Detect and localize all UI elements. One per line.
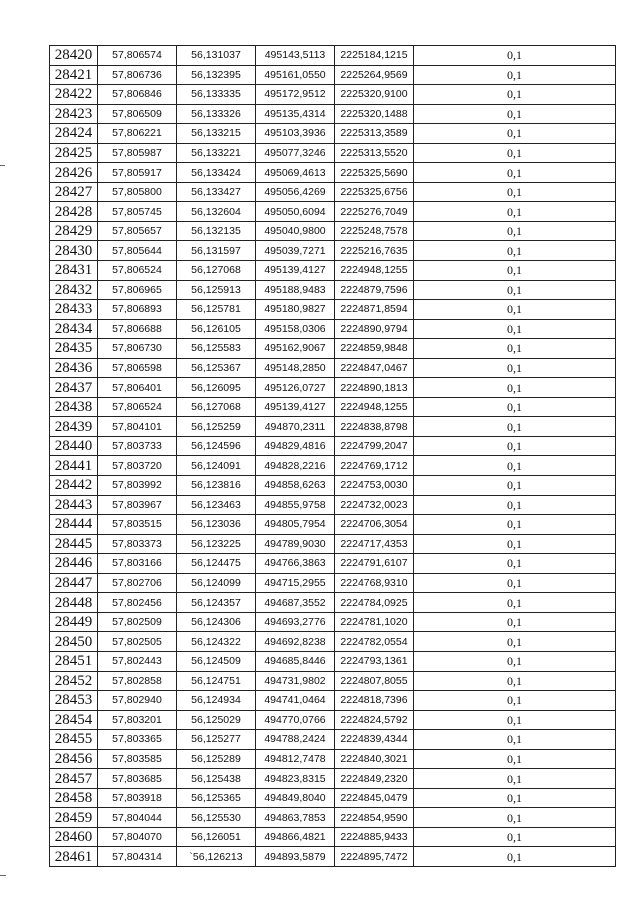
table-row [50, 534, 616, 554]
table-row [50, 847, 616, 867]
table-row [50, 182, 616, 202]
longitude-cell: 56,123463 [177, 495, 256, 515]
latitude-cell: 57,806730 [98, 339, 177, 359]
longitude-cell: 56,127068 [177, 397, 256, 417]
point-number-cell: 28461 [50, 847, 98, 867]
latitude-cell: 57,805745 [98, 202, 177, 222]
latitude-cell: 57,806688 [98, 319, 177, 339]
y-coordinate-cell: 2224807,8055 [335, 671, 414, 691]
x-coordinate-cell: 495135,4314 [256, 104, 335, 124]
latitude-cell: 57,805987 [98, 143, 177, 163]
latitude-cell: 57,802456 [98, 593, 177, 613]
latitude-cell: 57,802706 [98, 573, 177, 593]
accuracy-cell: 0,1 [414, 769, 616, 789]
y-coordinate-cell: 2224849,2320 [335, 769, 414, 789]
longitude-cell: 56,124475 [177, 554, 256, 574]
x-coordinate-cell: 495039,7271 [256, 241, 335, 261]
y-coordinate-cell: 2224799,2047 [335, 436, 414, 456]
accuracy-cell: 0,1 [414, 495, 616, 515]
point-number-cell: 28441 [50, 456, 98, 476]
accuracy-cell: 0,1 [414, 436, 616, 456]
table-row [50, 46, 616, 66]
point-number-cell: 28436 [50, 358, 98, 378]
point-number-cell: 28459 [50, 808, 98, 828]
accuracy-cell: 0,1 [414, 612, 616, 632]
x-coordinate-cell: 495139,4127 [256, 397, 335, 417]
longitude-cell: 56,125029 [177, 710, 256, 730]
y-coordinate-cell: 2224948,1255 [335, 261, 414, 281]
y-coordinate-cell: 2225264,9569 [335, 65, 414, 85]
longitude-cell: 56,125277 [177, 730, 256, 750]
point-number-cell: 28445 [50, 534, 98, 554]
table-row [50, 280, 616, 300]
table-row [50, 710, 616, 730]
table-row [50, 593, 616, 613]
accuracy-cell: 0,1 [414, 808, 616, 828]
table-row [50, 769, 616, 789]
x-coordinate-cell: 495162,9067 [256, 339, 335, 359]
longitude-cell: 56,125367 [177, 358, 256, 378]
y-coordinate-cell: 2225184,1215 [335, 46, 414, 66]
point-number-cell: 28433 [50, 300, 98, 320]
y-coordinate-cell: 2224890,9794 [335, 319, 414, 339]
x-coordinate-cell: 495050,6094 [256, 202, 335, 222]
longitude-cell: 56,133215 [177, 124, 256, 144]
x-coordinate-cell: 495139,4127 [256, 261, 335, 281]
accuracy-cell: 0,1 [414, 573, 616, 593]
y-coordinate-cell: 2224885,9433 [335, 827, 414, 847]
point-number-cell: 28431 [50, 261, 98, 281]
longitude-cell: 56,124934 [177, 691, 256, 711]
x-coordinate-cell: 494788,2424 [256, 730, 335, 750]
table-row [50, 456, 616, 476]
latitude-cell: 57,806893 [98, 300, 177, 320]
longitude-cell: 56,124091 [177, 456, 256, 476]
x-coordinate-cell: 494715,2955 [256, 573, 335, 593]
accuracy-cell: 0,1 [414, 397, 616, 417]
latitude-cell: 57,803515 [98, 515, 177, 535]
point-number-cell: 28451 [50, 651, 98, 671]
x-coordinate-cell: 495126,0727 [256, 378, 335, 398]
point-number-cell: 28443 [50, 495, 98, 515]
table-row [50, 632, 616, 652]
latitude-cell: 57,805917 [98, 163, 177, 183]
y-coordinate-cell: 2224717,4353 [335, 534, 414, 554]
y-coordinate-cell: 2225320,1488 [335, 104, 414, 124]
point-number-cell: 28446 [50, 554, 98, 574]
y-coordinate-cell: 2225325,5690 [335, 163, 414, 183]
point-number-cell: 28424 [50, 124, 98, 144]
longitude-cell: 56,123036 [177, 515, 256, 535]
y-coordinate-cell: 2224879,7596 [335, 280, 414, 300]
latitude-cell: 57,802940 [98, 691, 177, 711]
y-coordinate-cell: 2224839,4344 [335, 730, 414, 750]
y-coordinate-cell: 2225216,7635 [335, 241, 414, 261]
coordinates-table [49, 45, 616, 867]
longitude-cell: 56,125259 [177, 417, 256, 437]
latitude-cell: 57,803733 [98, 436, 177, 456]
x-coordinate-cell: 494828,2216 [256, 456, 335, 476]
x-coordinate-cell: 494692,8238 [256, 632, 335, 652]
longitude-cell: 56,125365 [177, 788, 256, 808]
latitude-cell: 57,806401 [98, 378, 177, 398]
accuracy-cell: 0,1 [414, 85, 616, 105]
latitude-cell: 57,806846 [98, 85, 177, 105]
accuracy-cell: 0,1 [414, 730, 616, 750]
point-number-cell: 28423 [50, 104, 98, 124]
x-coordinate-cell: 495040,9800 [256, 221, 335, 241]
accuracy-cell: 0,1 [414, 261, 616, 281]
y-coordinate-cell: 2224847,0467 [335, 358, 414, 378]
longitude-cell: 56,125913 [177, 280, 256, 300]
point-number-cell: 28435 [50, 339, 98, 359]
x-coordinate-cell: 495069,4613 [256, 163, 335, 183]
y-coordinate-cell: 2225320,9100 [335, 85, 414, 105]
table-row [50, 358, 616, 378]
longitude-cell: 56,132395 [177, 65, 256, 85]
accuracy-cell: 0,1 [414, 46, 616, 66]
longitude-cell: 56,125781 [177, 300, 256, 320]
point-number-cell: 28438 [50, 397, 98, 417]
x-coordinate-cell: 494866,4821 [256, 827, 335, 847]
longitude-cell: 56,124357 [177, 593, 256, 613]
table-row [50, 65, 616, 85]
latitude-cell: 57,803201 [98, 710, 177, 730]
x-coordinate-cell: 494870,2311 [256, 417, 335, 437]
table-row [50, 436, 616, 456]
x-coordinate-cell: 494766,3863 [256, 554, 335, 574]
longitude-cell: `56,126213 [177, 847, 256, 867]
point-number-cell: 28455 [50, 730, 98, 750]
x-coordinate-cell: 494858,6263 [256, 476, 335, 496]
point-number-cell: 28427 [50, 182, 98, 202]
latitude-cell: 57,806221 [98, 124, 177, 144]
accuracy-cell: 0,1 [414, 300, 616, 320]
table-row [50, 827, 616, 847]
point-number-cell: 28425 [50, 143, 98, 163]
point-number-cell: 28428 [50, 202, 98, 222]
x-coordinate-cell: 494687,3552 [256, 593, 335, 613]
x-coordinate-cell: 495077,3246 [256, 143, 335, 163]
table-row [50, 397, 616, 417]
y-coordinate-cell: 2225313,5520 [335, 143, 414, 163]
latitude-cell: 57,803992 [98, 476, 177, 496]
y-coordinate-cell: 2225313,3589 [335, 124, 414, 144]
point-number-cell: 28426 [50, 163, 98, 183]
x-coordinate-cell: 495103,3936 [256, 124, 335, 144]
table-row [50, 378, 616, 398]
point-number-cell: 28454 [50, 710, 98, 730]
point-number-cell: 28442 [50, 476, 98, 496]
x-coordinate-cell: 494731,9802 [256, 671, 335, 691]
latitude-cell: 57,802858 [98, 671, 177, 691]
table-row [50, 651, 616, 671]
latitude-cell: 57,803373 [98, 534, 177, 554]
point-number-cell: 28449 [50, 612, 98, 632]
y-coordinate-cell: 2224854,9590 [335, 808, 414, 828]
point-number-cell: 28439 [50, 417, 98, 437]
y-coordinate-cell: 2224769,1712 [335, 456, 414, 476]
y-coordinate-cell: 2224782,0554 [335, 632, 414, 652]
longitude-cell: 56,124306 [177, 612, 256, 632]
point-number-cell: 28440 [50, 436, 98, 456]
table-row [50, 515, 616, 535]
longitude-cell: 56,133221 [177, 143, 256, 163]
longitude-cell: 56,124099 [177, 573, 256, 593]
table-row [50, 749, 616, 769]
accuracy-cell: 0,1 [414, 280, 616, 300]
accuracy-cell: 0,1 [414, 534, 616, 554]
accuracy-cell: 0,1 [414, 241, 616, 261]
table-row [50, 417, 616, 437]
point-number-cell: 28434 [50, 319, 98, 339]
accuracy-cell: 0,1 [414, 788, 616, 808]
longitude-cell: 56,125438 [177, 769, 256, 789]
latitude-cell: 57,805800 [98, 182, 177, 202]
latitude-cell: 57,804314 [98, 847, 177, 867]
x-coordinate-cell: 494741,0464 [256, 691, 335, 711]
accuracy-cell: 0,1 [414, 65, 616, 85]
scan-edge-mark [0, 875, 6, 876]
latitude-cell: 57,805644 [98, 241, 177, 261]
y-coordinate-cell: 2225276,7049 [335, 202, 414, 222]
latitude-cell: 57,803918 [98, 788, 177, 808]
table-row [50, 104, 616, 124]
x-coordinate-cell: 495148,2850 [256, 358, 335, 378]
accuracy-cell: 0,1 [414, 691, 616, 711]
y-coordinate-cell: 2224845,0479 [335, 788, 414, 808]
point-number-cell: 28450 [50, 632, 98, 652]
x-coordinate-cell: 495143,5113 [256, 46, 335, 66]
x-coordinate-cell: 494823,8315 [256, 769, 335, 789]
y-coordinate-cell: 2224793,1361 [335, 651, 414, 671]
latitude-cell: 57,802509 [98, 612, 177, 632]
y-coordinate-cell: 2224753,0030 [335, 476, 414, 496]
x-coordinate-cell: 494855,9758 [256, 495, 335, 515]
accuracy-cell: 0,1 [414, 632, 616, 652]
longitude-cell: 56,126105 [177, 319, 256, 339]
longitude-cell: 56,124322 [177, 632, 256, 652]
longitude-cell: 56,133424 [177, 163, 256, 183]
longitude-cell: 56,132604 [177, 202, 256, 222]
table-row [50, 788, 616, 808]
latitude-cell: 57,805657 [98, 221, 177, 241]
y-coordinate-cell: 2224784,0925 [335, 593, 414, 613]
table-row [50, 573, 616, 593]
longitude-cell: 56,123816 [177, 476, 256, 496]
accuracy-cell: 0,1 [414, 651, 616, 671]
x-coordinate-cell: 494693,2776 [256, 612, 335, 632]
accuracy-cell: 0,1 [414, 456, 616, 476]
x-coordinate-cell: 495172,9512 [256, 85, 335, 105]
accuracy-cell: 0,1 [414, 554, 616, 574]
x-coordinate-cell: 495188,9483 [256, 280, 335, 300]
point-number-cell: 28456 [50, 749, 98, 769]
coordinates-table-body [50, 46, 616, 867]
point-number-cell: 28420 [50, 46, 98, 66]
x-coordinate-cell: 494685,8446 [256, 651, 335, 671]
y-coordinate-cell: 2224768,9310 [335, 573, 414, 593]
accuracy-cell: 0,1 [414, 378, 616, 398]
latitude-cell: 57,803585 [98, 749, 177, 769]
longitude-cell: 56,126051 [177, 827, 256, 847]
y-coordinate-cell: 2224732,0023 [335, 495, 414, 515]
latitude-cell: 57,806598 [98, 358, 177, 378]
latitude-cell: 57,806509 [98, 104, 177, 124]
table-row [50, 808, 616, 828]
latitude-cell: 57,803967 [98, 495, 177, 515]
latitude-cell: 57,806524 [98, 397, 177, 417]
y-coordinate-cell: 2224781,1020 [335, 612, 414, 632]
x-coordinate-cell: 495161,0550 [256, 65, 335, 85]
point-number-cell: 28460 [50, 827, 98, 847]
y-coordinate-cell: 2224791,6107 [335, 554, 414, 574]
point-number-cell: 28430 [50, 241, 98, 261]
latitude-cell: 57,804101 [98, 417, 177, 437]
accuracy-cell: 0,1 [414, 319, 616, 339]
longitude-cell: 56,124596 [177, 436, 256, 456]
x-coordinate-cell: 494770,0766 [256, 710, 335, 730]
table-row [50, 300, 616, 320]
accuracy-cell: 0,1 [414, 104, 616, 124]
latitude-cell: 57,802505 [98, 632, 177, 652]
longitude-cell: 56,125583 [177, 339, 256, 359]
y-coordinate-cell: 2224948,1255 [335, 397, 414, 417]
point-number-cell: 28444 [50, 515, 98, 535]
accuracy-cell: 0,1 [414, 476, 616, 496]
longitude-cell: 56,133335 [177, 85, 256, 105]
table-row [50, 476, 616, 496]
scan-edge-mark [0, 165, 5, 166]
accuracy-cell: 0,1 [414, 417, 616, 437]
latitude-cell: 57,802443 [98, 651, 177, 671]
accuracy-cell: 0,1 [414, 202, 616, 222]
table-row [50, 339, 616, 359]
accuracy-cell: 0,1 [414, 710, 616, 730]
point-number-cell: 28429 [50, 221, 98, 241]
table-row [50, 241, 616, 261]
latitude-cell: 57,804044 [98, 808, 177, 828]
table-row [50, 495, 616, 515]
point-number-cell: 28447 [50, 573, 98, 593]
y-coordinate-cell: 2224871,8594 [335, 300, 414, 320]
latitude-cell: 57,806524 [98, 261, 177, 281]
longitude-cell: 56,131597 [177, 241, 256, 261]
latitude-cell: 57,803166 [98, 554, 177, 574]
accuracy-cell: 0,1 [414, 827, 616, 847]
x-coordinate-cell: 495180,9827 [256, 300, 335, 320]
latitude-cell: 57,803365 [98, 730, 177, 750]
longitude-cell: 56,123225 [177, 534, 256, 554]
table-row [50, 143, 616, 163]
x-coordinate-cell: 494805,7954 [256, 515, 335, 535]
y-coordinate-cell: 2224890,1813 [335, 378, 414, 398]
y-coordinate-cell: 2224895,7472 [335, 847, 414, 867]
longitude-cell: 56,131037 [177, 46, 256, 66]
y-coordinate-cell: 2225248,7578 [335, 221, 414, 241]
table-row [50, 730, 616, 750]
x-coordinate-cell: 494893,5879 [256, 847, 335, 867]
latitude-cell: 57,806574 [98, 46, 177, 66]
table-row [50, 85, 616, 105]
x-coordinate-cell: 494789,9030 [256, 534, 335, 554]
longitude-cell: 56,124509 [177, 651, 256, 671]
accuracy-cell: 0,1 [414, 143, 616, 163]
point-number-cell: 28452 [50, 671, 98, 691]
table-row [50, 124, 616, 144]
latitude-cell: 57,806736 [98, 65, 177, 85]
x-coordinate-cell: 494829,4816 [256, 436, 335, 456]
accuracy-cell: 0,1 [414, 221, 616, 241]
point-number-cell: 28422 [50, 85, 98, 105]
y-coordinate-cell: 2224838,8798 [335, 417, 414, 437]
longitude-cell: 56,133326 [177, 104, 256, 124]
x-coordinate-cell: 495158,0306 [256, 319, 335, 339]
latitude-cell: 57,803685 [98, 769, 177, 789]
point-number-cell: 28457 [50, 769, 98, 789]
longitude-cell: 56,125530 [177, 808, 256, 828]
y-coordinate-cell: 2225325,6756 [335, 182, 414, 202]
table-row [50, 163, 616, 183]
accuracy-cell: 0,1 [414, 124, 616, 144]
table-row [50, 691, 616, 711]
x-coordinate-cell: 495056,4269 [256, 182, 335, 202]
table-row [50, 612, 616, 632]
latitude-cell: 57,803720 [98, 456, 177, 476]
accuracy-cell: 0,1 [414, 182, 616, 202]
table-row [50, 554, 616, 574]
longitude-cell: 56,125289 [177, 749, 256, 769]
y-coordinate-cell: 2224840,3021 [335, 749, 414, 769]
table-row [50, 221, 616, 241]
accuracy-cell: 0,1 [414, 749, 616, 769]
accuracy-cell: 0,1 [414, 358, 616, 378]
accuracy-cell: 0,1 [414, 593, 616, 613]
accuracy-cell: 0,1 [414, 847, 616, 867]
point-number-cell: 28421 [50, 65, 98, 85]
accuracy-cell: 0,1 [414, 671, 616, 691]
point-number-cell: 28432 [50, 280, 98, 300]
x-coordinate-cell: 494849,8040 [256, 788, 335, 808]
table-row [50, 202, 616, 222]
accuracy-cell: 0,1 [414, 163, 616, 183]
y-coordinate-cell: 2224859,9848 [335, 339, 414, 359]
longitude-cell: 56,133427 [177, 182, 256, 202]
x-coordinate-cell: 494812,7478 [256, 749, 335, 769]
point-number-cell: 28453 [50, 691, 98, 711]
y-coordinate-cell: 2224706,3054 [335, 515, 414, 535]
point-number-cell: 28448 [50, 593, 98, 613]
accuracy-cell: 0,1 [414, 515, 616, 535]
y-coordinate-cell: 2224818,7396 [335, 691, 414, 711]
point-number-cell: 28437 [50, 378, 98, 398]
longitude-cell: 56,127068 [177, 261, 256, 281]
latitude-cell: 57,806965 [98, 280, 177, 300]
x-coordinate-cell: 494863,7853 [256, 808, 335, 828]
table-row [50, 319, 616, 339]
y-coordinate-cell: 2224824,5792 [335, 710, 414, 730]
table-row [50, 261, 616, 281]
longitude-cell: 56,124751 [177, 671, 256, 691]
table-row [50, 671, 616, 691]
latitude-cell: 57,804070 [98, 827, 177, 847]
longitude-cell: 56,126095 [177, 378, 256, 398]
accuracy-cell: 0,1 [414, 339, 616, 359]
longitude-cell: 56,132135 [177, 221, 256, 241]
point-number-cell: 28458 [50, 788, 98, 808]
